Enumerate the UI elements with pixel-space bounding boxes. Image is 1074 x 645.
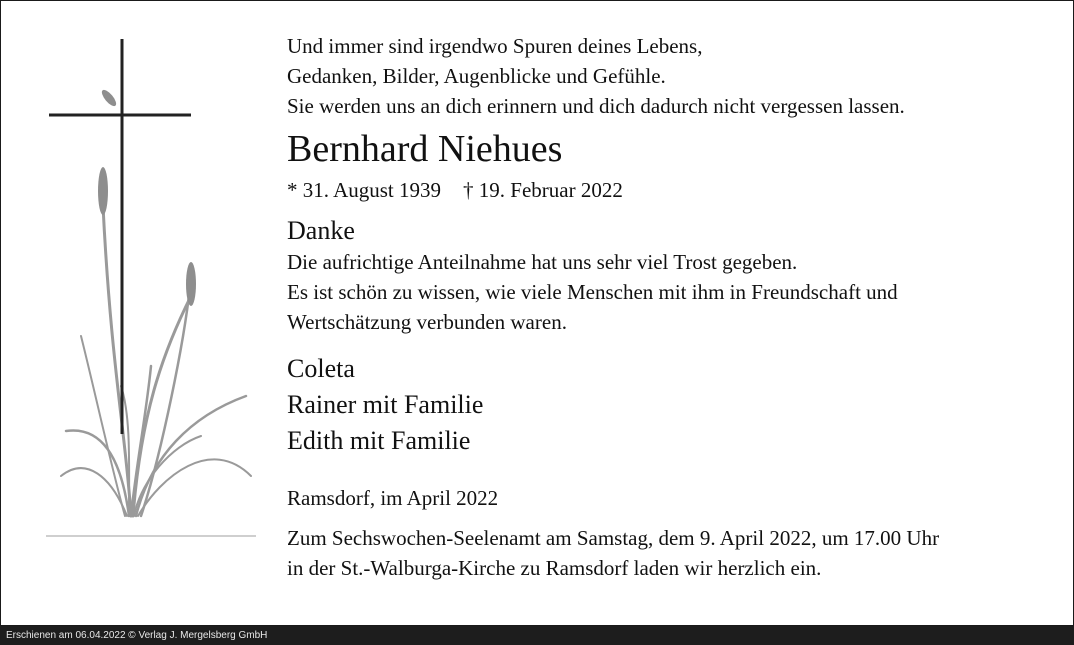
poem-line: Gedanken, Bilder, Augenblicke und Gefühle. xyxy=(287,64,666,88)
announcement-line: in der St.-Walburga-Kirche zu Ramsdorf laden wir herzlich ein. xyxy=(287,556,822,580)
deceased-name: Bernhard Niehues xyxy=(287,128,563,170)
grass-icon xyxy=(61,206,251,516)
cross-icon xyxy=(49,39,191,434)
life-dates xyxy=(287,175,1057,205)
publication-footer: Erschienen am 06.04.2022 © Verlag J. Mergelsberg GmbH xyxy=(0,626,1074,645)
cross-and-grass-illustration xyxy=(41,36,266,541)
signer: Edith mit Familie xyxy=(287,426,471,455)
thanks-line: Wertschätzung verbunden waren. xyxy=(287,310,567,334)
announcement-line: Zum Sechswochen-Seelenamt am Samstag, dem 9. April 2022, um 17.00 Uhr xyxy=(287,526,940,550)
place-date: Ramsdorf, im April 2022 xyxy=(287,486,499,510)
poem-line: Sie werden uns an dich erinnern und dich dadurch nicht vergessen lassen. xyxy=(287,94,905,118)
thanks-line: Die aufrichtige Anteilnahme hat uns sehr viel Trost gegeben. xyxy=(287,250,798,274)
poem xyxy=(287,31,1057,121)
thanks-heading: Danke xyxy=(287,216,355,245)
reed-head-icon xyxy=(98,88,196,306)
signers xyxy=(287,351,1057,459)
poem-line: Und immer sind irgendwo Spuren deines Lebens, xyxy=(287,34,703,58)
signer: Rainer mit Familie xyxy=(287,390,484,419)
death-date: † 19. Februar 2022 xyxy=(463,178,623,202)
obituary-text xyxy=(287,31,1057,583)
birth-date: * 31. August 1939 xyxy=(287,178,442,202)
thanks-text xyxy=(287,247,1057,337)
thanks-line: Es ist schön zu wissen, wie viele Menschen mit ihm in Freundschaft und xyxy=(287,280,898,304)
signer: Coleta xyxy=(287,354,355,383)
service-announcement xyxy=(287,523,1057,583)
